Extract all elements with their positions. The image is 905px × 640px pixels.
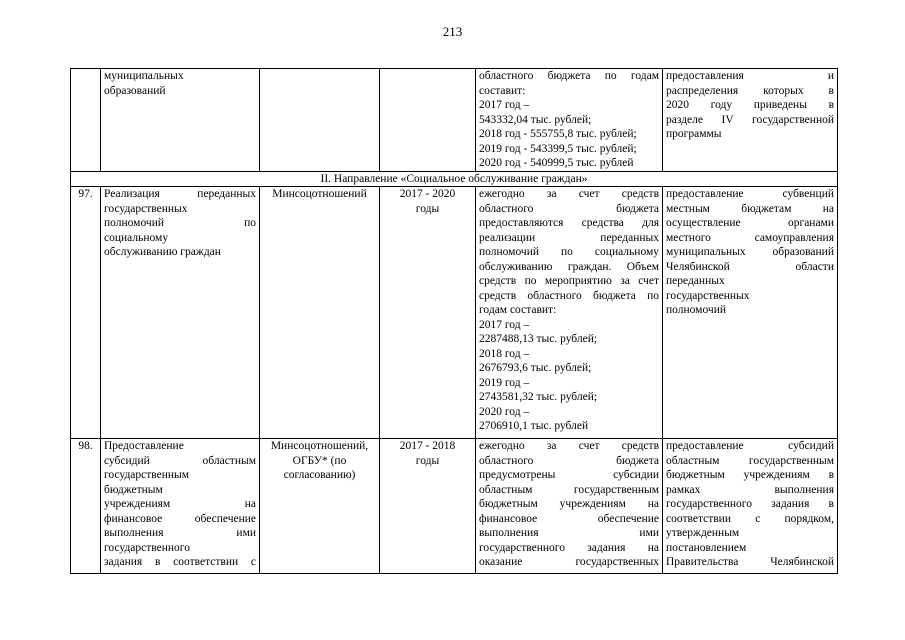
text-line: распределения которых в bbox=[666, 84, 834, 97]
cell-activity-name bbox=[101, 439, 260, 574]
text-line: Правительства Челябинской bbox=[666, 556, 834, 568]
text-line: обслуживанию граждан bbox=[104, 246, 221, 258]
text-line: государственных bbox=[104, 202, 188, 215]
text-line: 2706910,1 тыс. рублей bbox=[479, 420, 589, 432]
program-activities-table bbox=[70, 68, 838, 574]
text-line: 543332,04 тыс. рублей; bbox=[479, 113, 592, 126]
text-line: средств областного бюджета по bbox=[479, 289, 659, 302]
cell-executor bbox=[260, 187, 380, 439]
text-line: 2287488,13 тыс. рублей; bbox=[479, 333, 598, 345]
text-line: областным государственным bbox=[479, 483, 659, 496]
section-title: II. Направление «Социальное обслуживание граждан» bbox=[71, 171, 838, 187]
text-line: утвержденным bbox=[666, 527, 740, 539]
text-line: 2020 год - 540999,5 тыс. рублей bbox=[479, 157, 634, 169]
text-line: 2020 году приведены в bbox=[666, 99, 834, 111]
continuation-row bbox=[71, 69, 838, 172]
cell-term bbox=[380, 439, 476, 574]
cell-number bbox=[71, 69, 101, 172]
text-line: областного бюджета по годам bbox=[479, 70, 659, 82]
cell-executor bbox=[260, 439, 380, 574]
text-line: муниципальных bbox=[104, 70, 184, 82]
page-number: 213 bbox=[442, 24, 463, 39]
text-line: Челябинской области bbox=[666, 260, 834, 273]
text-line: переданных bbox=[666, 275, 725, 287]
text-line: оказание государственных bbox=[479, 556, 659, 568]
text-line: государственного задания на bbox=[479, 541, 659, 554]
text-line: предоставление субвенций bbox=[666, 188, 834, 200]
text-line: 2017 год – bbox=[479, 318, 530, 331]
row-number: 98. bbox=[71, 439, 101, 574]
text-line: Минсоцотношений bbox=[272, 188, 367, 200]
text-line: составит: bbox=[479, 84, 526, 97]
cell-result bbox=[663, 69, 838, 172]
text-line: полномочий по bbox=[104, 217, 256, 229]
section-row bbox=[71, 171, 838, 187]
text-line: бюджетным bbox=[104, 483, 163, 496]
text-line: 2743581,32 тыс. рублей; bbox=[479, 391, 598, 403]
text-line: областным государственным bbox=[666, 454, 834, 467]
cell-activity-name bbox=[101, 69, 260, 172]
text-line: постановлением bbox=[666, 541, 747, 554]
text-line: муниципальных образований bbox=[666, 246, 834, 258]
text-line: 2019 год - 543399,5 тыс. рублей; bbox=[479, 142, 637, 155]
text-line: 2017 - 2020 bbox=[399, 188, 456, 200]
cell-term bbox=[380, 187, 476, 439]
text-line: Реализация переданных bbox=[104, 188, 256, 200]
text-line: бюджетным учреждениям на bbox=[479, 498, 659, 510]
text-line: предоставляются средства для bbox=[479, 217, 659, 229]
text-line: выполнения ими bbox=[104, 527, 256, 539]
text-line: выполнения ими bbox=[479, 527, 659, 539]
text-line: годы bbox=[415, 454, 440, 467]
text-line: обслуживанию граждан. Объем bbox=[479, 260, 659, 273]
text-line: государственных bbox=[666, 289, 750, 302]
cell-financing bbox=[476, 187, 663, 439]
cell-term bbox=[380, 69, 476, 172]
text-line: предоставления и bbox=[666, 70, 834, 82]
text-line: ежегодно за счет средств bbox=[479, 440, 659, 452]
cell-activity-name bbox=[101, 187, 260, 439]
text-line: 2019 год – bbox=[479, 376, 530, 389]
text-line: областного бюджета bbox=[479, 202, 659, 215]
cell-result bbox=[663, 439, 838, 574]
text-line: годам составит: bbox=[479, 304, 557, 316]
text-line: реализации переданных bbox=[479, 231, 659, 244]
text-line: местного самоуправления bbox=[666, 231, 834, 244]
text-line: государственного bbox=[104, 541, 190, 554]
text-line: 2017 год – bbox=[479, 99, 530, 111]
text-line: 2018 год – bbox=[479, 347, 530, 360]
text-line: полномочий bbox=[666, 304, 726, 316]
text-line: согласованию) bbox=[283, 469, 356, 481]
text-line: рамках выполнения bbox=[666, 483, 834, 496]
text-line: соответствии с порядком, bbox=[666, 512, 834, 525]
text-line: разделе IV государственной bbox=[666, 113, 834, 126]
text-line: годы bbox=[415, 202, 440, 215]
text-line: государственного задания в bbox=[666, 498, 834, 510]
text-line: государственным bbox=[104, 469, 190, 481]
text-line: областного бюджета bbox=[479, 454, 659, 467]
text-line: учреждениям на bbox=[104, 498, 256, 510]
text-line: финансовое обеспечение bbox=[104, 512, 256, 525]
text-line: субсидий областным bbox=[104, 454, 256, 467]
table-row bbox=[71, 439, 838, 574]
text-line: полномочий по социальному bbox=[479, 246, 659, 258]
text-line: 2676793,6 тыс. рублей; bbox=[479, 362, 592, 374]
cell-result bbox=[663, 187, 838, 439]
row-number: 97. bbox=[71, 187, 101, 439]
text-line: местным бюджетам на bbox=[666, 202, 834, 215]
text-line: финансовое обеспечение bbox=[479, 512, 659, 525]
text-line: осуществление органами bbox=[666, 217, 834, 229]
table-row bbox=[71, 187, 838, 439]
text-line: программы bbox=[666, 128, 722, 140]
text-line: задания в соответствии с bbox=[104, 556, 256, 568]
cell-executor bbox=[260, 69, 380, 172]
text-line: предоставление субсидий bbox=[666, 440, 834, 452]
text-line: бюджетным учреждениям в bbox=[666, 469, 834, 481]
text-line: ОГБУ* (по bbox=[292, 454, 347, 467]
text-line: социальному bbox=[104, 231, 169, 244]
text-line: Предоставление bbox=[104, 440, 184, 452]
text-line: образований bbox=[104, 84, 166, 97]
cell-financing bbox=[476, 439, 663, 574]
text-line: 2017 - 2018 bbox=[399, 440, 456, 452]
text-line: средств по мероприятию за счет bbox=[479, 275, 659, 287]
text-line: 2020 год – bbox=[479, 405, 530, 418]
text-line: ежегодно за счет средств bbox=[479, 188, 659, 200]
text-line: 2018 год - 555755,8 тыс. рублей; bbox=[479, 128, 637, 140]
text-line: Минсоцотношений, bbox=[270, 440, 369, 452]
cell-financing bbox=[476, 69, 663, 172]
text-line: предусмотрены субсидии bbox=[479, 469, 659, 481]
